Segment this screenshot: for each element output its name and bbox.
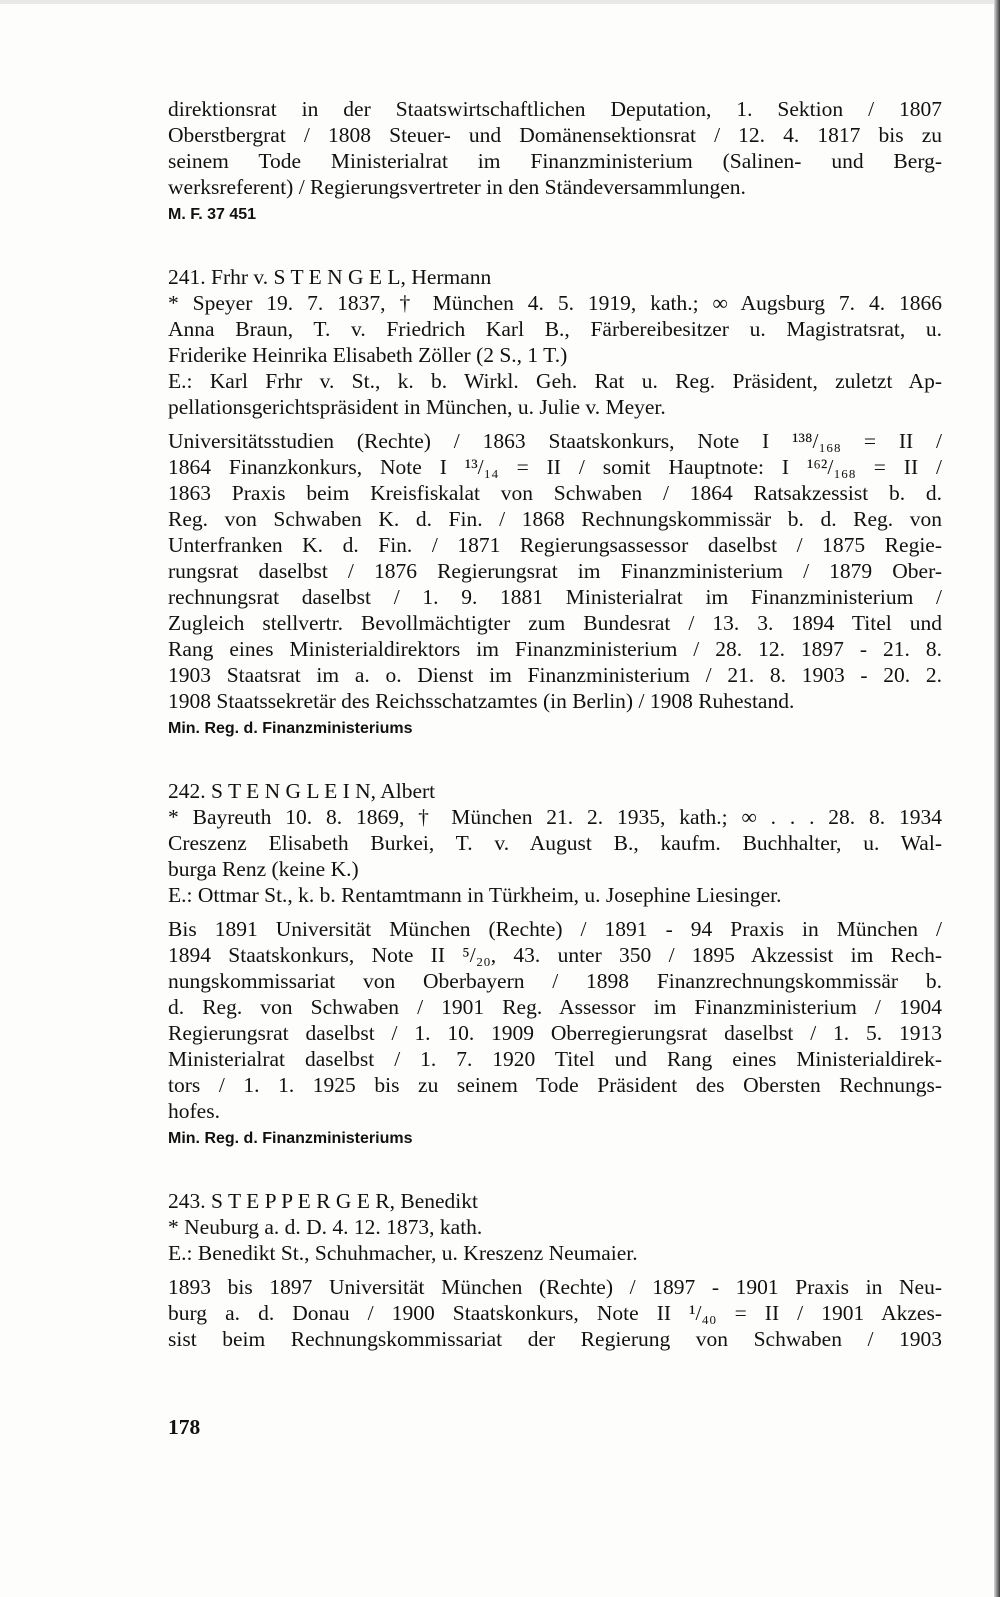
entry-given-name: , Benedikt [389,1189,478,1213]
source-reference: M. F. 37 451 [168,206,257,223]
text-line: werksreferent) / Regierungsvertreter in den Ständeversammlungen. [168,175,746,199]
career-line: 1894 Staatskonkurs, Note II ⁵/₂₀, 43. unter 350 / 1895 Akzessist im Rech- [168,943,942,967]
career-line: tors / 1. 1. 1925 bis zu seinem Tode Präsident des Obersten Rechnungs- [168,1073,942,1097]
bio-line: Friderike Heinrika Elisabeth Zöller (2 S., 1 T.) [168,343,568,367]
bio-line: E.: Benedikt St., Schuhmacher, u. Kreszenz Neumaier. [168,1241,638,1265]
career-line: rungsrat daselbst / 1876 Regierungsrat im Finanzministerium / 1879 Ober- [168,559,942,583]
text-line: Oberstbergrat / 1808 Steuer- und Domänensektionsrat / 12. 4. 1817 bis zu [168,123,942,147]
page-binding-edge [994,0,1000,1597]
bio-line: Creszenz Elisabeth Burkei, T. v. August B., kaufm. Buchhalter, u. Wal- [168,831,942,855]
career-line: sist beim Rechnungskommissariat der Regierung von Schwaben / 1903 [168,1327,942,1351]
career-line: Unterfranken K. d. Fin. / 1871 Regierungsassessor daselbst / 1875 Regie- [168,533,942,557]
career-line: rechnungsrat daselbst / 1. 9. 1881 Ministerialrat im Finanzministerium / [168,585,942,609]
source-reference: Min. Reg. d. Finanzministeriums [168,1130,413,1147]
entry-number: 243. [168,1189,206,1213]
bio-line: burga Renz (keine K.) [168,857,359,881]
career-line: hofes. [168,1099,220,1123]
text-line: direktionsrat in der Staatswirtschaftlichen Deputation, 1. Sektion / 1807 [168,97,942,121]
bio-line: Anna Braun, T. v. Friedrich Karl B., Färbereibesitzer u. Magistratsrat, u. [168,317,942,341]
entry-242 [168,778,942,1150]
career-line: Zugleich stellvertr. Bevollmächtigter zum Bundesrat / 13. 3. 1894 Titel und [168,611,942,635]
career-line: Rang eines Ministerialdirektors im Finanzministerium / 28. 12. 1897 - 21. 8. [168,637,942,661]
career-line: Bis 1891 Universität München (Rechte) / 1891 - 94 Praxis in München / [168,917,942,941]
career-paragraph [168,428,942,714]
entry-surname: S T E P P E R G E R [211,1189,390,1213]
entry-surname: S T E N G L E I N [211,779,371,803]
bio-line: * Speyer 19. 7. 1837, † München 4. 5. 1919, kath.; ∞ Augsburg 7. 4. 1866 [168,291,942,315]
page-content [168,96,942,1352]
career-line: burg a. d. Donau / 1900 Staatskonkurs, Note II ¹/₄₀ = II / 1901 Akzes- [168,1301,942,1325]
bio-line: pellationsgerichtspräsident in München, u. Julie v. Meyer. [168,395,666,419]
career-line: 1863 Praxis beim Kreisfiskalat von Schwaben / 1864 Ratsakzessist b. d. [168,481,942,505]
entry-number: 241. [168,265,206,289]
entry-heading [168,1188,942,1214]
career-line: 1908 Staatssekretär des Reichsschatzamtes (in Berlin) / 1908 Ruhestand. [168,689,795,713]
page-top-edge [0,0,1000,4]
bio-line: E.: Ottmar St., k. b. Rentamtmann in Türkheim, u. Josephine Liesinger. [168,883,782,907]
entry-given-name: , Hermann [400,265,492,289]
page-number: 178 [168,1415,201,1439]
entry-243 [168,1188,942,1352]
career-line: d. Reg. von Schwaben / 1901 Reg. Assessor im Finanzministerium / 1904 [168,995,942,1019]
career-paragraph [168,916,942,1124]
entry-heading [168,264,942,290]
entry-title-prefix: Frhr v. [211,265,269,289]
text-line: seinem Tode Ministerialrat im Finanzministerium (Salinen- und Berg- [168,149,942,173]
career-line: Regierungsrat daselbst / 1. 10. 1909 Oberregierungsrat daselbst / 1. 5. 1913 [168,1021,942,1045]
entry-heading [168,778,942,804]
entry-surname: S T E N G E L [273,265,401,289]
bio-line: * Bayreuth 10. 8. 1869, † München 21. 2. 1935, kath.; ∞ . . . 28. 8. 1934 [168,805,942,829]
source-reference: Min. Reg. d. Finanzministeriums [168,720,413,737]
career-line: 1903 Staatsrat im a. o. Dienst im Finanzministerium / 21. 8. 1903 - 20. 2. [168,663,942,687]
bio-line: E.: Karl Frhr v. St., k. b. Wirkl. Geh. Rat u. Reg. Präsident, zuletzt Ap- [168,369,942,393]
bio-line: * Neuburg a. d. D. 4. 12. 1873, kath. [168,1215,483,1239]
intro-continuation [168,96,942,226]
entry-241 [168,264,942,740]
entry-given-name: , Albert [370,779,436,803]
career-paragraph [168,1274,942,1352]
career-line: Reg. von Schwaben K. d. Fin. / 1868 Rechnungskommissär b. d. Reg. von [168,507,942,531]
entry-number: 242. [168,779,206,803]
career-line: Universitätsstudien (Rechte) / 1863 Staatskonkurs, Note I ¹³⁸/₁₆₈ = II / [168,429,942,453]
career-line: 1864 Finanzkonkurs, Note I ¹³/₁₄ = II / somit Hauptnote: I ¹⁶²/₁₆₈ = II / [168,455,942,479]
career-line: nungskommissariat von Oberbayern / 1898 Finanzrechnungskommissär b. [168,969,942,993]
career-line: 1893 bis 1897 Universität München (Rechte) / 1897 - 1901 Praxis in Neu- [168,1275,942,1299]
career-line: Ministerialrat daselbst / 1. 7. 1920 Titel und Rang eines Ministerialdirek- [168,1047,942,1071]
